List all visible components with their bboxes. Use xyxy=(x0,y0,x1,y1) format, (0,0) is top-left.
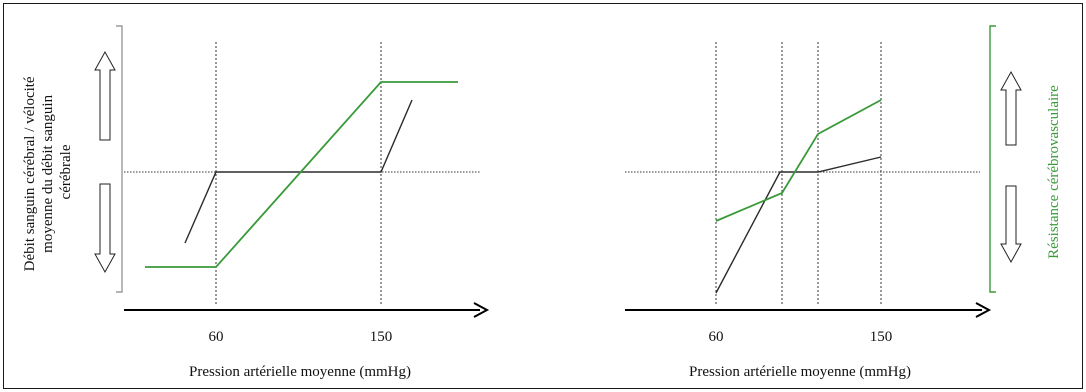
left-tick-150: 150 xyxy=(369,329,393,345)
left-bracket xyxy=(116,26,122,292)
left-black-curve xyxy=(185,100,412,243)
left-xlabel: Pression artérielle moyenne (mmHg) xyxy=(188,364,412,380)
right-tick-150: 150 xyxy=(869,329,893,345)
down-arrow-icon xyxy=(95,184,115,272)
right-ylabel: Résistance cérébrovasculaire xyxy=(1046,85,1062,259)
right-tick-60: 60 xyxy=(708,329,724,345)
left-ylabel-line-1: Débit sanguin cérébral / vélocité xyxy=(22,76,38,272)
right-xlabel: Pression artérielle moyenne (mmHg) xyxy=(688,364,912,380)
left-tick-60: 60 xyxy=(208,329,224,345)
left-panel xyxy=(22,26,487,380)
right-up-arrow-icon xyxy=(1001,72,1021,145)
right-bracket xyxy=(990,26,996,292)
up-arrow-icon xyxy=(95,52,115,140)
right-black-curve xyxy=(716,157,881,293)
left-green-curve xyxy=(145,82,458,267)
right-green-curve xyxy=(716,100,881,221)
right-down-arrow-icon xyxy=(1001,186,1021,262)
right-panel xyxy=(625,26,1062,380)
left-ylabel-line-2: moyenne du débit sanguin xyxy=(40,94,56,253)
left-ylabel xyxy=(22,73,74,272)
left-ylabel-line-3: cérébrale xyxy=(58,144,74,200)
